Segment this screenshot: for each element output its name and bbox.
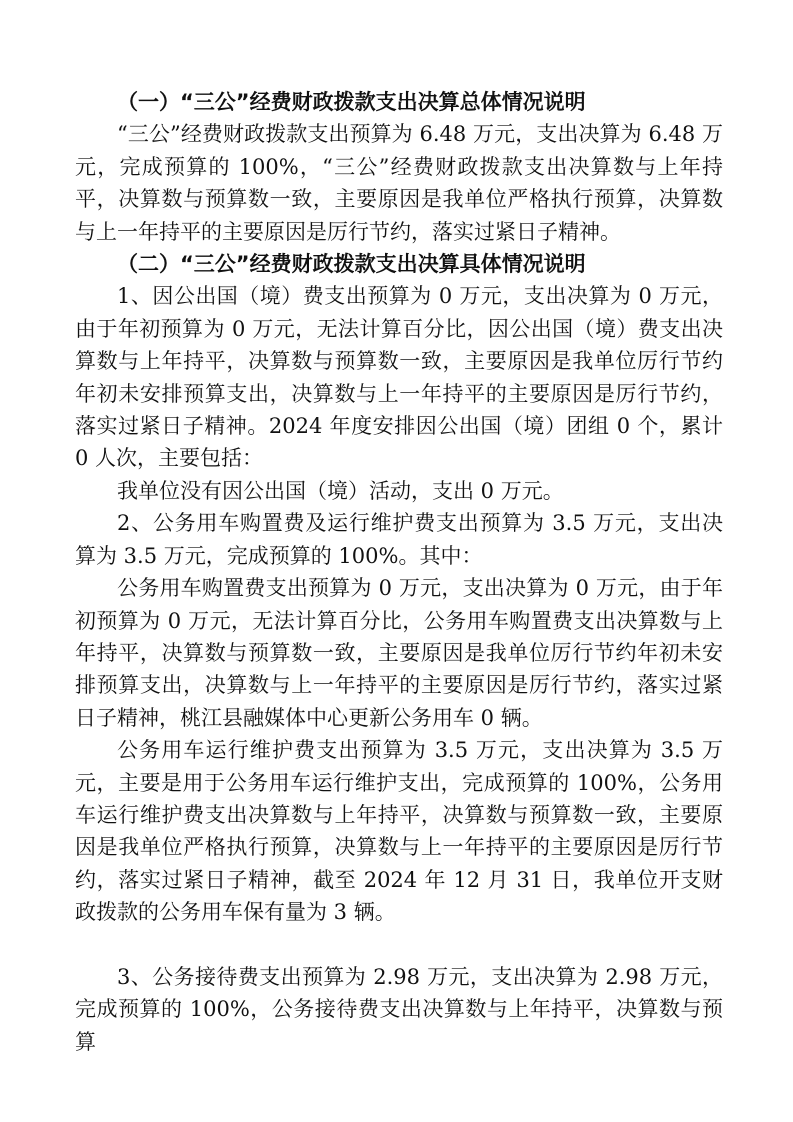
paragraph-vehicle-summary: 2、公务用车购置费及运行维护费支出预算为 3.5 万元，支出决算为 3.5 万元，完成预算的 100%。其中： [75,511,723,568]
paragraph-overseas-travel-detail: 我单位没有因公出国（境）活动，支出 0 万元。 [117,478,564,503]
section-heading-overall: （一）“三公”经费财政拨款支出决算总体情况说明 [117,90,586,114]
paragraph-reception: 3、公务接待费支出预算为 2.98 万元，支出决算为 2.98 万元，完成预算的 100%，公务接待费支出决算数与上年持平，决算数与预算 [75,964,723,1054]
paragraph-vehicle-purchase: 公务用车购置费支出预算为 0 万元，支出决算为 0 万元，由于年初预算为 0 万元，无法计算百分比，公务用车购置费支出决算数与上年持平，决算数与预算数一致，主要原因是我单位厉行节约年初未安排预算支出，决算数与上一年持平的主要原因是厉行节约，落实过紧日子精神，桃江县融媒体中心更新公务用车 0 辆。 [75,576,723,730]
paragraph-vehicle-maintenance: 公务用车运行维护费支出预算为 3.5 万元，支出决算为 3.5 万元，主要是用于公务用车运行维护支出，完成预算的 100%，公务用车运行维护费支出决算数与上年持平，决算数与预算数一致，主要原因是我单位严格执行预算，决算数与上一年持平的主要原因是厉行节约，落实过紧日子精神，截至 2024 年 12 月 31 日，我单位开支财政拨款的公务用车保有量为 3 辆。 [75,738,723,925]
paragraph-overall-summary: “三公”经费财政拨款支出预算为 6.48 万元，支出决算为 6.48 万元，完成预算的 100%，“三公”经费财政拨款支出决算数与上年持平，决算数与预算数一致，主要原因是我单位严格执行预算，决算数与上一年持平的主要原因是厉行节约，落实过紧日子精神。 [75,122,723,244]
blank-line [75,929,723,961]
section-heading-detail: （二）“三公”经费财政拨款支出决算具体情况说明 [117,252,586,277]
paragraph-overseas-travel: 1、因公出国（境）费支出预算为 0 万元，支出决算为 0 万元，由于年初预算为 0 万元，无法计算百分比，因公出国（境）费支出决算数与上年持平，决算数与预算数一致，主要原因是我单位厉行节约年初未安排预算支出，决算数与上一年持平的主要原因是厉行节约，落实过紧日子精神。2024 年度安排因公出国（境）团组 0 个，累计 0 人次，主要包括： [75,284,723,471]
document-body [75,86,723,1058]
